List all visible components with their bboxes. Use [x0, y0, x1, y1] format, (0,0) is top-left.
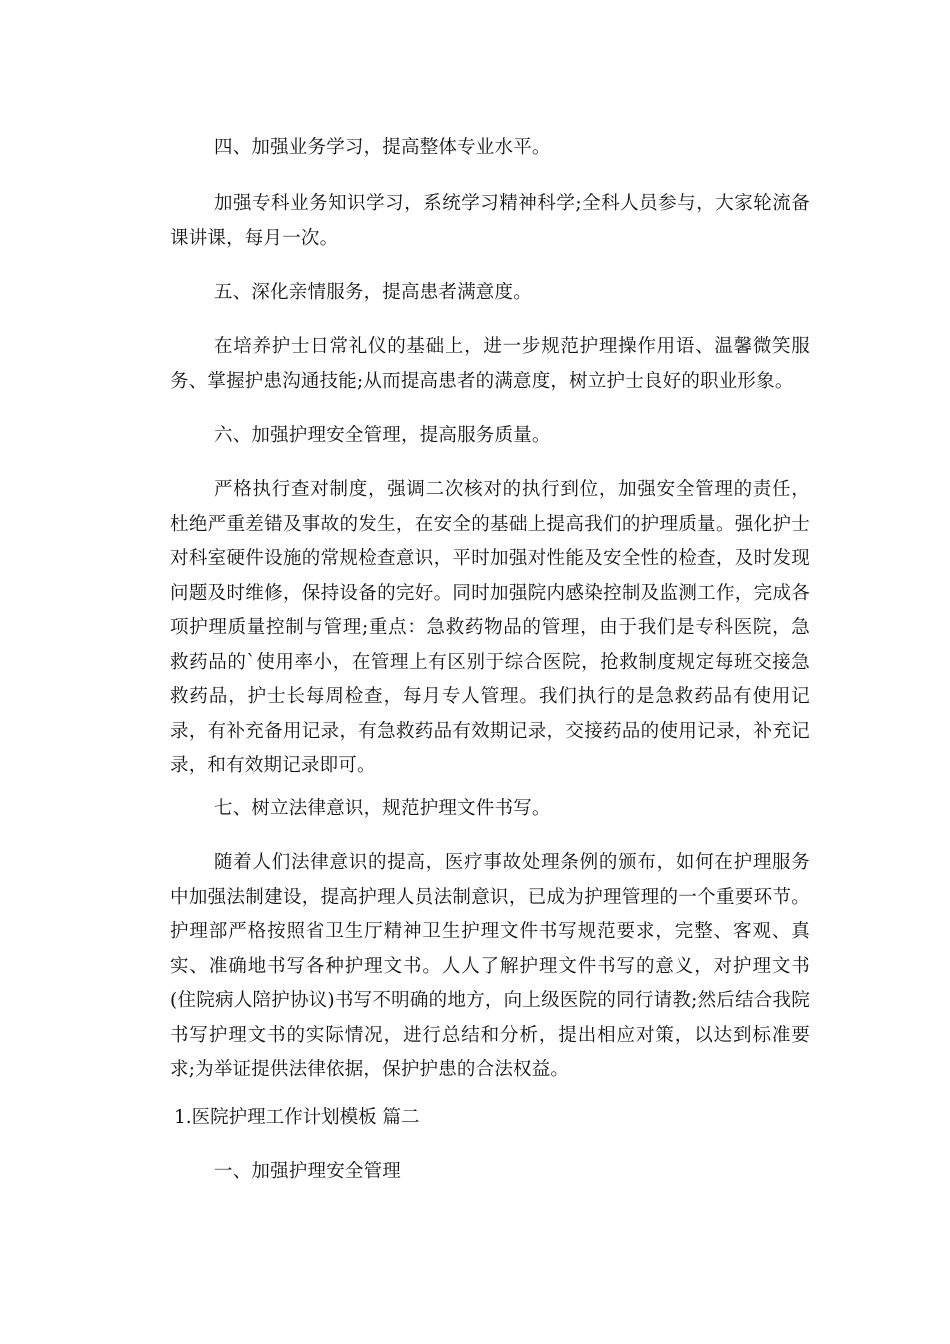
paragraph-service: 在培养护士日常礼仪的基础上，进一步规范护理操作用语、温馨微笑服务、掌握护患沟通技能;从而提高患者的满意度，树立护士良好的职业形象。: [170, 336, 810, 392]
paragraph-study: 加强专科业务知识学习，系统学习精神科学;全科人员参与，大家轮流备课讲课，每月一次。: [170, 193, 810, 249]
section-heading-5: 五、深化亲情服务，提高患者满意度。: [214, 282, 532, 303]
section-heading-4: 四、加强业务学习，提高整体专业水平。: [214, 137, 551, 158]
section-heading-6: 六、加强护理安全管理，提高服务质量。: [214, 425, 551, 446]
paragraph-safety: 严格执行查对制度，强调二次核对的执行到位，加强安全管理的责任，杜绝严重差错及事故的发生，在安全的基础上提高我们的护理质量。强化护士对科室硬件设施的常规检查意识，平时加强对性能及安全性的检查，及时发现问题及时维修，保持设备的完好。同时加强院内感染控制及监测工作，完成各项护理质量控制与管理;重点：急救药物品的管理，由于我们是专科医院，急救药品的`使用率小，在管理上有区别于综合医院，抢救制度规定每班交接急救药品，护士长每周检查，每月专人管理。我们执行的是急救药品有使用记录，有补充备用记录，有急救药品有效期记录，交接药品的使用记录，补充记录，和有效期记录即可。: [170, 479, 810, 776]
template-title: 1.医院护理工作计划模板 篇二: [174, 1107, 420, 1128]
paragraph-legal: 随着人们法律意识的提高，医疗事故处理条例的颁布，如何在护理服务中加强法制建设，提高护理人员法制意识，已成为护理管理的一个重要环节。护理部严格按照省卫生厅精神卫生护理文件书写规范要求，完整、客观、真实、准确地书写各种护理文书。人人了解护理文件书写的意义，对护理文书(住院病人陪护协议)书写不明确的地方，向上级医院的同行请教;然后结合我院书写护理文书的实际情况，进行总结和分析，提出相应对策，以达到标准要求;为举证提供法律依据，保护护患的合法权益。: [170, 852, 810, 1080]
section-heading-1: 一、加强护理安全管理: [214, 1161, 402, 1182]
section-heading-7: 七、树立法律意识，规范护理文件书写。: [214, 798, 551, 819]
